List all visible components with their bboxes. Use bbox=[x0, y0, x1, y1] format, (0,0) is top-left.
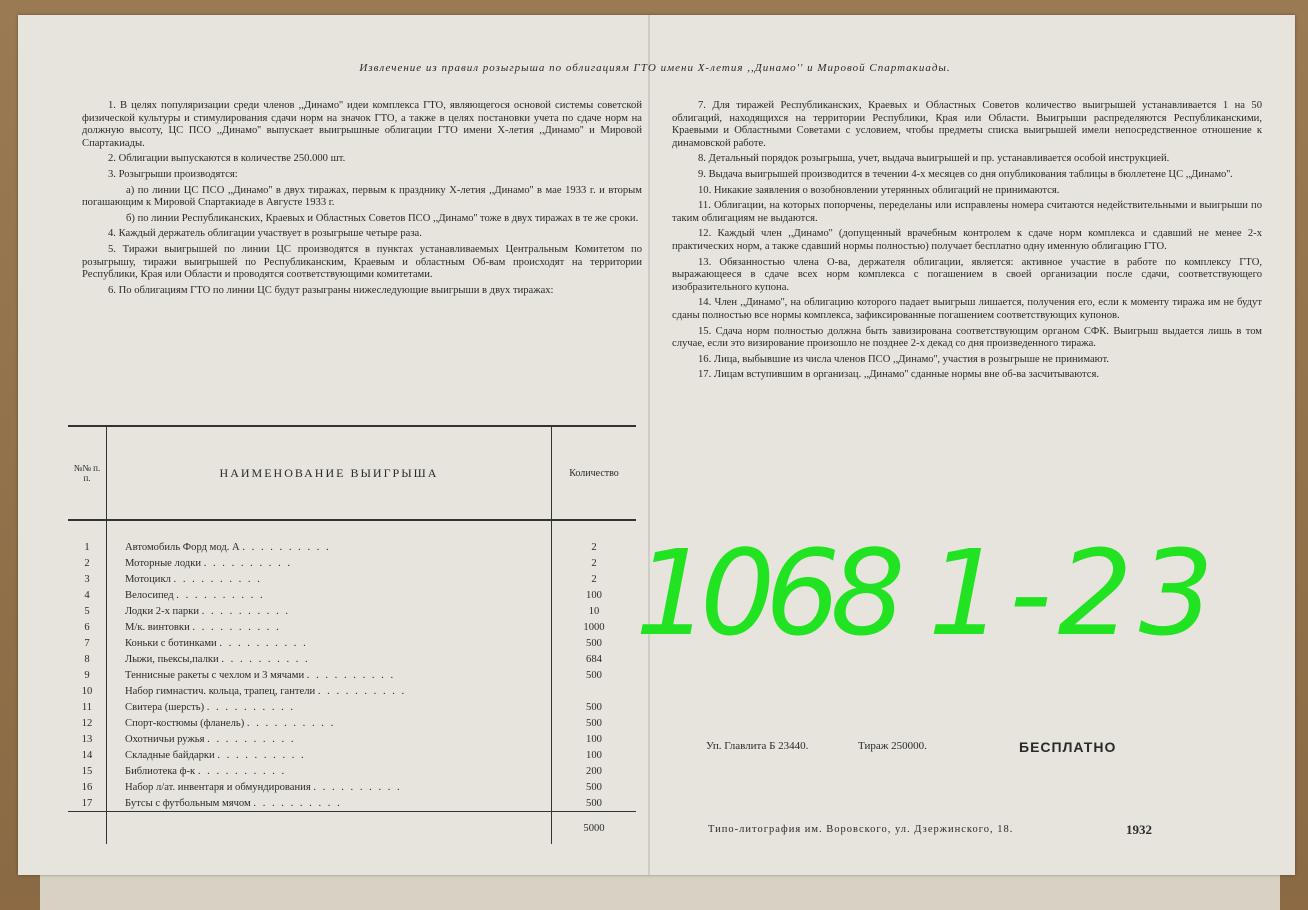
col-name-header: НАИМЕНОВАНИЕ ВЫИГРЫША bbox=[107, 426, 552, 520]
prize-qty: 684 bbox=[552, 651, 637, 667]
prize-name bbox=[107, 731, 552, 747]
row-number: 8 bbox=[68, 651, 107, 667]
prize-name bbox=[107, 651, 552, 667]
prize-name bbox=[107, 699, 552, 715]
row-number: 16 bbox=[68, 779, 107, 795]
prize-qty: 1000 bbox=[552, 619, 637, 635]
table-row bbox=[68, 603, 636, 619]
prize-qty: 500 bbox=[552, 699, 637, 715]
prize-name-text: Теннисные ракеты с чехлом и 3 мячами bbox=[125, 669, 305, 681]
row-number: 12 bbox=[68, 715, 107, 731]
leader-dots: . . . . . . . . . . bbox=[217, 749, 306, 761]
leader-dots: . . . . . . . . . . bbox=[201, 605, 291, 617]
prize-name-text: Коньки с ботинками bbox=[125, 637, 217, 649]
row-number: 11 bbox=[68, 699, 107, 715]
prize-qty: 100 bbox=[552, 587, 637, 603]
leader-dots: . . . . . . . . . . bbox=[173, 573, 262, 585]
rule-6: 6. По облигациям ГТО по линии ЦС будут разыграны нижеследующие выигрыши в двух тиражах: bbox=[108, 284, 554, 296]
prize-name-text: Мотоцикл bbox=[125, 573, 171, 585]
prize-qty: 500 bbox=[552, 715, 637, 731]
table-row bbox=[68, 571, 636, 587]
rule-3: 3. Розыгрыши производятся: bbox=[108, 168, 238, 180]
prize-table bbox=[68, 425, 636, 844]
prize-name bbox=[107, 619, 552, 635]
table-row bbox=[68, 587, 636, 603]
row-number: 6 bbox=[68, 619, 107, 635]
prize-name-text: Моторные лодки bbox=[125, 557, 202, 569]
leader-dots: . . . . . . . . . . bbox=[192, 621, 281, 633]
rule-8: 8. Детальный порядок розыгрыша, учет, выдача выигрышей и пр. устанавливается особой инструкцией. bbox=[698, 153, 1170, 165]
table-row bbox=[68, 651, 636, 667]
row-number: 1 bbox=[68, 520, 107, 555]
row-number: 5 bbox=[68, 603, 107, 619]
prize-name bbox=[107, 520, 552, 555]
rule-17: 17. Лицам вступившим в организац. ,,Динамо'' сданные нормы вне об-ва засчитываются. bbox=[698, 369, 1099, 381]
prize-name bbox=[107, 683, 552, 699]
leader-dots: . . . . . . . . . . bbox=[203, 557, 293, 569]
total-row bbox=[68, 812, 636, 845]
prize-name bbox=[107, 587, 552, 603]
row-number: 14 bbox=[68, 747, 107, 763]
leader-dots: . . . . . . . . . . bbox=[317, 685, 407, 697]
leader-dots: . . . . . . . . . . bbox=[219, 637, 308, 649]
prize-name-text: Велосипед bbox=[125, 589, 174, 601]
right-column bbox=[672, 100, 1262, 385]
prize-qty: 500 bbox=[552, 667, 637, 683]
prize-name bbox=[107, 763, 552, 779]
leader-dots: . . . . . . . . . . bbox=[176, 589, 265, 601]
row-number: 3 bbox=[68, 571, 107, 587]
table-row bbox=[68, 635, 636, 651]
rule-5: 5. Тиражи выигрышей по линии ЦС производятся в пунктах устанавливаемых Центральным Комитетом по розыгрышу, тиражи выигрышей по Республиканским, Краевым и областным Об-вам происходят на территории Республики, Края или Области и проводятся соответствующими комитетами. bbox=[82, 243, 642, 281]
leader-dots: . . . . . . . . . . bbox=[242, 541, 331, 553]
prize-name-text: Бутсы с футбольным мячом bbox=[125, 797, 251, 809]
table-row bbox=[68, 747, 636, 763]
row-number: 13 bbox=[68, 731, 107, 747]
leader-dots: . . . . . . . . . . bbox=[207, 733, 296, 745]
printer-imprint: Типо-литография им. Воровского, ул. Дзержинского, 18. bbox=[708, 824, 1014, 835]
prize-name-text: Лодки 2-х парки bbox=[125, 605, 200, 617]
prize-name-text: Набор л/ат. инвентаря и обмундирования bbox=[125, 781, 311, 793]
rule-14: 14. Член ,,Динамо'', на облигацию которого падает выигрыш лишается, получения его, если к моменту тиража им не будут сданы полностью все нормы комплекса, зафиксированные погашением соответствующих купонов. bbox=[672, 297, 1262, 321]
rule-15: 15. Сдача норм полностью должна быть завизирована соответствующим органом СФК. Выигрыш выдается лишь в том случае, если это визирование произошло не позднее 2-х декад со дня произведенного тиража. bbox=[672, 325, 1262, 350]
second-sheet-edge bbox=[40, 870, 1280, 910]
prize-qty: 2 bbox=[552, 520, 637, 555]
prize-name-text: Охотничьи ружья bbox=[125, 733, 205, 745]
prize-name-text: М/к. винтовки bbox=[125, 621, 190, 633]
prize-name bbox=[107, 603, 552, 619]
prize-name bbox=[107, 795, 552, 812]
prize-name bbox=[107, 555, 552, 571]
row-number: 10 bbox=[68, 683, 107, 699]
handwritten-range: 1-23 bbox=[928, 524, 1220, 662]
leader-dots: . . . . . . . . . . bbox=[306, 669, 396, 681]
leader-dots: . . . . . . . . . . bbox=[313, 781, 402, 793]
prize-name bbox=[107, 747, 552, 763]
leader-dots: . . . . . . . . . . bbox=[206, 701, 296, 713]
row-number: 7 bbox=[68, 635, 107, 651]
print-run: Тираж 250000. bbox=[858, 740, 927, 752]
prize-qty: 500 bbox=[552, 635, 637, 651]
prize-qty: 200 bbox=[552, 763, 637, 779]
row-number: 4 bbox=[68, 587, 107, 603]
total-qty: 5000 bbox=[552, 812, 637, 845]
rule-13: 13. Обязанностью члена О-ва, держателя облигации, является: активное участие в работе по комплексу ГТО, выражающееся в сдаче всех норм комплекса с погашением в своей организации после сдачи, соответствующего изобразительного купона. bbox=[672, 256, 1262, 293]
rule-3b: б) по линии Республиканских, Краевых и Областных Советов ПСО ,,Динамо'' тоже в двух тиражах в те же сроки. bbox=[126, 212, 639, 224]
row-number: 2 bbox=[68, 555, 107, 571]
rule-11: 11. Облигации, на которых попорчены, переделаны или исправлены номера считаются недействительными и выигрыши по таким облигациям не выдаются. bbox=[672, 200, 1262, 224]
col-qty-header: Количество bbox=[552, 426, 637, 520]
leader-dots: . . . . . . . . . . bbox=[253, 797, 342, 809]
rule-2: 2. Облигации выпускаются в количестве 250.000 шт. bbox=[108, 153, 346, 165]
table-row bbox=[68, 779, 636, 795]
table-row bbox=[68, 699, 636, 715]
prize-qty: 100 bbox=[552, 747, 637, 763]
row-number: 15 bbox=[68, 763, 107, 779]
table-row bbox=[68, 555, 636, 571]
table-row bbox=[68, 683, 636, 699]
prize-qty: 500 bbox=[552, 779, 637, 795]
row-number: 17 bbox=[68, 795, 107, 812]
leader-dots: . . . . . . . . . . bbox=[246, 717, 336, 729]
document-header: Извлечение из правил розыгрыша по облигациям ГТО имени X-летия ,,Динамо'' и Мировой Спартакиады. bbox=[359, 62, 951, 74]
prize-name bbox=[107, 667, 552, 683]
left-column bbox=[82, 100, 642, 300]
total-blank bbox=[68, 812, 107, 845]
prize-qty: 100 bbox=[552, 731, 637, 747]
table-row bbox=[68, 619, 636, 635]
rule-9: 9. Выдача выигрышей производится в течении 4-х месяцев со дня опубликования таблицы в бюллетене ЦС ,,Динамо''. bbox=[698, 168, 1233, 180]
prize-qty: 500 bbox=[552, 795, 637, 812]
prize-name-text: Набор гимнастич. кольца, трапец, гантели bbox=[125, 685, 316, 697]
leader-dots: . . . . . . . . . . bbox=[221, 653, 310, 665]
table-row bbox=[68, 715, 636, 731]
rule-3a: а) по линии ЦС ПСО ,,Динамо'' в двух тиражах, первым к празднику X-летия ,,Динамо'' в мае 1933 г. и вторым погашающим к Мировой Спартакиаде в Августе 1933 г. bbox=[82, 184, 642, 209]
prize-qty: 2 bbox=[552, 571, 637, 587]
table-row bbox=[68, 667, 636, 683]
rule-12: 12. Каждый член ,,Динамо'' (допущенный врачебным контролем к сдаче норм комплекса и сдавший не менее 2-х практических норм, а также сдавший нормы полностью) получает бесплатно одну именную облигацию ГТО. bbox=[672, 228, 1262, 252]
rule-4: 4. Каждый держатель облигации участвует в розыгрыше четыре раза. bbox=[108, 228, 422, 240]
rule-10: 10. Никакие заявления о возобновлении утерянных облигаций не принимаются. bbox=[698, 184, 1060, 196]
prize-name-text: Лыжи, пьексы,палки bbox=[125, 653, 219, 665]
prize-name bbox=[107, 779, 552, 795]
rule-7: 7. Для тиражей Республиканских, Краевых и Областных Советов количество выигрышей устанавливается 1 на 50 облигаций, находящихся на территории Республики, Края или Области. Выигрыши распределяются Республиканскими, Краевыми и Областными Советами с условием, чтобы предметы списка выигрышей имели непосредственное отношение к динамовской работе. bbox=[672, 100, 1262, 149]
col-number-header: №№ п. п. bbox=[68, 426, 107, 520]
row-number: 9 bbox=[68, 667, 107, 683]
prize-name-text: Складные байдарки bbox=[125, 749, 215, 761]
table-row bbox=[68, 763, 636, 779]
prize-name-text: Библиотека ф-к bbox=[125, 765, 196, 777]
table-row bbox=[68, 731, 636, 747]
prize-name-text: Свитера (шерсть) bbox=[125, 701, 205, 713]
prize-qty: 10 bbox=[552, 603, 637, 619]
prize-name-text: Автомобиль Форд мод. А bbox=[125, 541, 240, 553]
rule-16: 16. Лица, выбывшие из числа членов ПСО ,,Динамо'', участия в розыгрыше не принимают. bbox=[698, 353, 1109, 365]
handwritten-number: 1068 bbox=[635, 524, 896, 662]
free-label: БЕСПЛАТНО bbox=[1019, 739, 1117, 755]
glavlit-permit: Уп. Главлита Б 23440. bbox=[706, 740, 809, 752]
prize-name bbox=[107, 715, 552, 731]
prize-qty bbox=[552, 683, 637, 699]
table-row bbox=[68, 795, 636, 812]
rule-1: 1. В целях популяризации среди членов ,,Динамо'' идеи комплекса ГТО, являющегося основой системы советской физической культуры и стимулирования сдачи норм на значок ГТО, а также в целях постановки учета по сдаче норм на должную высоту, ЦС ПСО ,,Динамо'' выпускает выигрышные облигации ГТО имени X-летия ,,Динамо'' и Мировой Спартакиады. bbox=[82, 100, 642, 149]
prize-name bbox=[107, 571, 552, 587]
prize-qty: 2 bbox=[552, 555, 637, 571]
prize-name-text: Спорт-костюмы (фланель) bbox=[125, 717, 245, 729]
prize-name bbox=[107, 635, 552, 651]
print-year: 1932 bbox=[1126, 822, 1152, 837]
table-row bbox=[68, 520, 636, 555]
total-blank-name bbox=[107, 812, 552, 845]
fold-line bbox=[648, 15, 650, 875]
leader-dots: . . . . . . . . . . bbox=[197, 765, 287, 777]
